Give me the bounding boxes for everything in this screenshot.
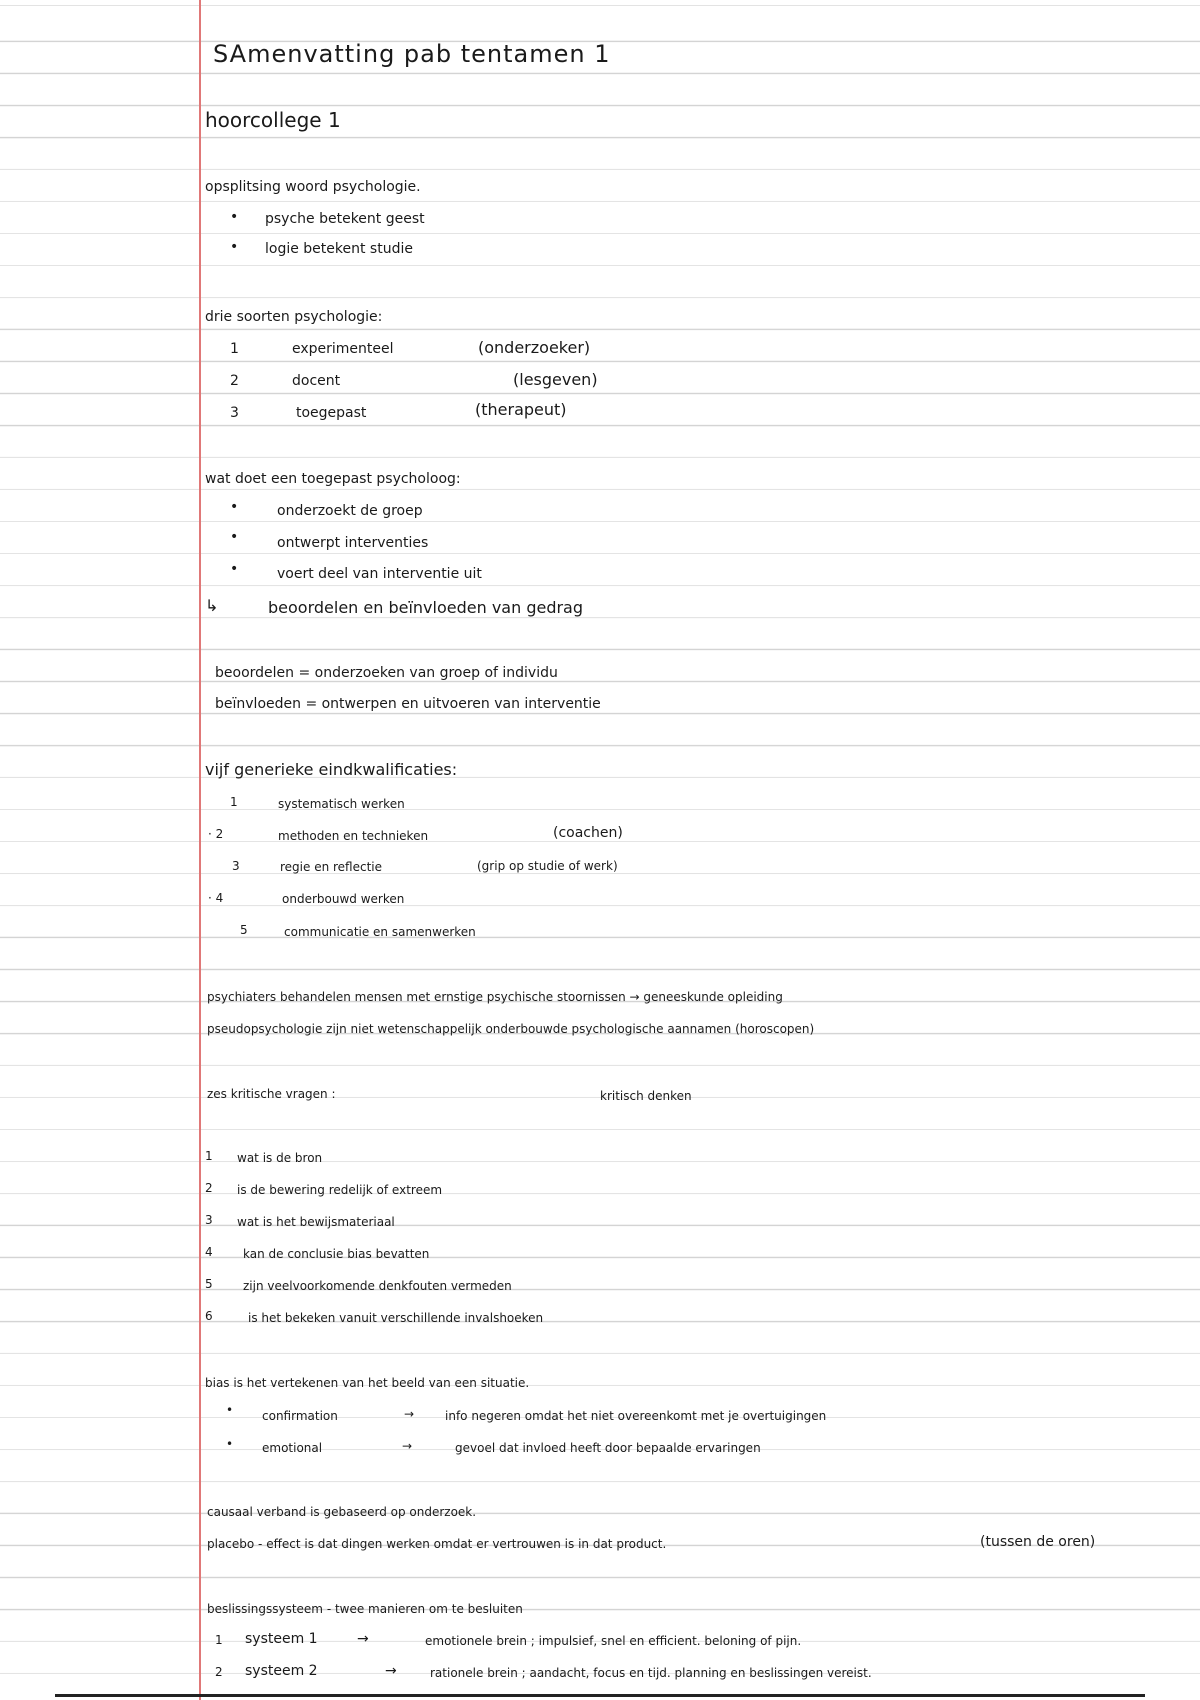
s1-head: opsplitsing woord psychologie. [205,179,421,195]
bullet: • [226,1403,234,1417]
list-item: gevoel dat invloed heeft door bepaalde ervaringen [455,1441,761,1455]
list-number: 3 [205,1213,213,1227]
list-number: 2 [215,1665,223,1679]
list-item: docent [292,373,341,389]
list-note: (lesgeven) [513,370,598,389]
list-item: emotional [262,1441,323,1455]
list-item: systeem 1 [245,1631,318,1647]
statement: causaal verband is gebaseerd op onderzoek. [207,1505,477,1519]
list-note: (onderzoeker) [478,338,591,357]
list-item: wat is de bron [237,1151,323,1165]
arrow-icon: ↳ [205,596,219,615]
list-note: (coachen) [553,825,623,841]
list-item: kan de conclusie bias bevatten [243,1247,430,1261]
arrow-icon: → [402,1439,413,1453]
s10-head: beslissingssysteem - twee manieren om te besluiten [207,1602,523,1616]
s3-head: wat doet een toegepast psycholoog: [205,471,461,487]
list-item: ontwerpt interventies [277,535,429,551]
list-number: · 4 [208,891,224,905]
list-item: psyche betekent geest [265,211,425,227]
list-item: is de bewering redelijk of extreem [237,1183,443,1197]
page-margin-line [199,0,201,1700]
list-item: logie betekent studie [265,241,413,257]
list-number: 2 [205,1181,213,1195]
list-item: zijn veelvoorkomende denkfouten vermeden [243,1279,512,1293]
list-number: 1 [205,1149,213,1163]
s8-head: bias is het vertekenen van het beeld van een situatie. [205,1376,530,1390]
list-note: (grip op studie of werk) [477,859,618,873]
list-item: emotionele brein ; impulsief, snel en efficient. beloning of pijn. [425,1634,802,1648]
statement: psychiaters behandelen mensen met ernstige psychische stoornissen → geneeskunde opleiding [207,990,783,1004]
list-item: rationele brein ; aandacht, focus en tijd. planning en beslissingen vereist. [430,1666,872,1680]
arrow-icon: → [357,1631,369,1647]
list-item: regie en reflectie [280,860,383,874]
list-number: 2 [230,373,239,389]
bullet: • [226,1437,234,1451]
statement: pseudopsychologie zijn niet wetenschappelijk onderbouwde psychologische aannamen (horoscopen) [207,1022,815,1036]
list-item: wat is het bewijsmateriaal [237,1215,395,1229]
list-item: toegepast [296,405,367,421]
bullet: • [230,209,239,225]
bullet: • [230,239,239,255]
list-item: confirmation [262,1409,338,1423]
s3-conclusion: beoordelen en beïnvloeden van gedrag [268,598,584,617]
bullet: • [230,529,239,545]
statement: placebo - effect is dat dingen werken omdat er vertrouwen is in dat product. [207,1537,667,1551]
list-number: 6 [205,1309,213,1323]
page-title: SAmenvatting pab tentamen 1 [213,40,611,68]
list-number: 5 [240,923,248,937]
list-item: systematisch werken [278,797,405,811]
list-item: info negeren omdat het niet overeenkomt met je overtuigingen [445,1409,827,1423]
arrow-icon: → [404,1407,415,1421]
bullet: • [230,499,239,515]
bullet: • [230,561,239,577]
list-number: 1 [215,1633,223,1647]
list-number: 3 [230,405,239,421]
list-item: communicatie en samenwerken [284,925,476,939]
list-number: 4 [205,1245,213,1259]
list-number: · 2 [208,827,224,841]
statement-note: (tussen de oren) [980,1534,1096,1550]
arrow-icon: → [385,1663,397,1679]
list-item: voert deel van interventie uit [277,566,482,582]
list-item: systeem 2 [245,1663,318,1679]
list-number: 5 [205,1277,213,1291]
list-note: (therapeut) [475,400,567,419]
s2-head: drie soorten psychologie: [205,309,383,325]
definition: beïnvloeden = ontwerpen en uitvoeren van interventie [215,696,601,712]
list-item: methoden en technieken [278,829,429,843]
s7-side-note: kritisch denken [600,1089,692,1103]
s7-head: zes kritische vragen : [207,1087,336,1101]
list-number: 1 [230,795,238,809]
list-item: onderbouwd werken [282,892,405,906]
definition: beoordelen = onderzoeken van groep of individu [215,665,558,681]
section-heading: hoorcollege 1 [205,108,341,132]
list-number: 1 [230,341,239,357]
list-item: onderzoekt de groep [277,503,423,519]
list-number: 3 [232,859,240,873]
bottom-rule [55,1694,1145,1697]
list-item: experimenteel [292,341,394,357]
list-item: is het bekeken vanuit verschillende invalshoeken [248,1311,544,1325]
s5-head: vijf generieke eindkwalificaties: [205,760,458,779]
